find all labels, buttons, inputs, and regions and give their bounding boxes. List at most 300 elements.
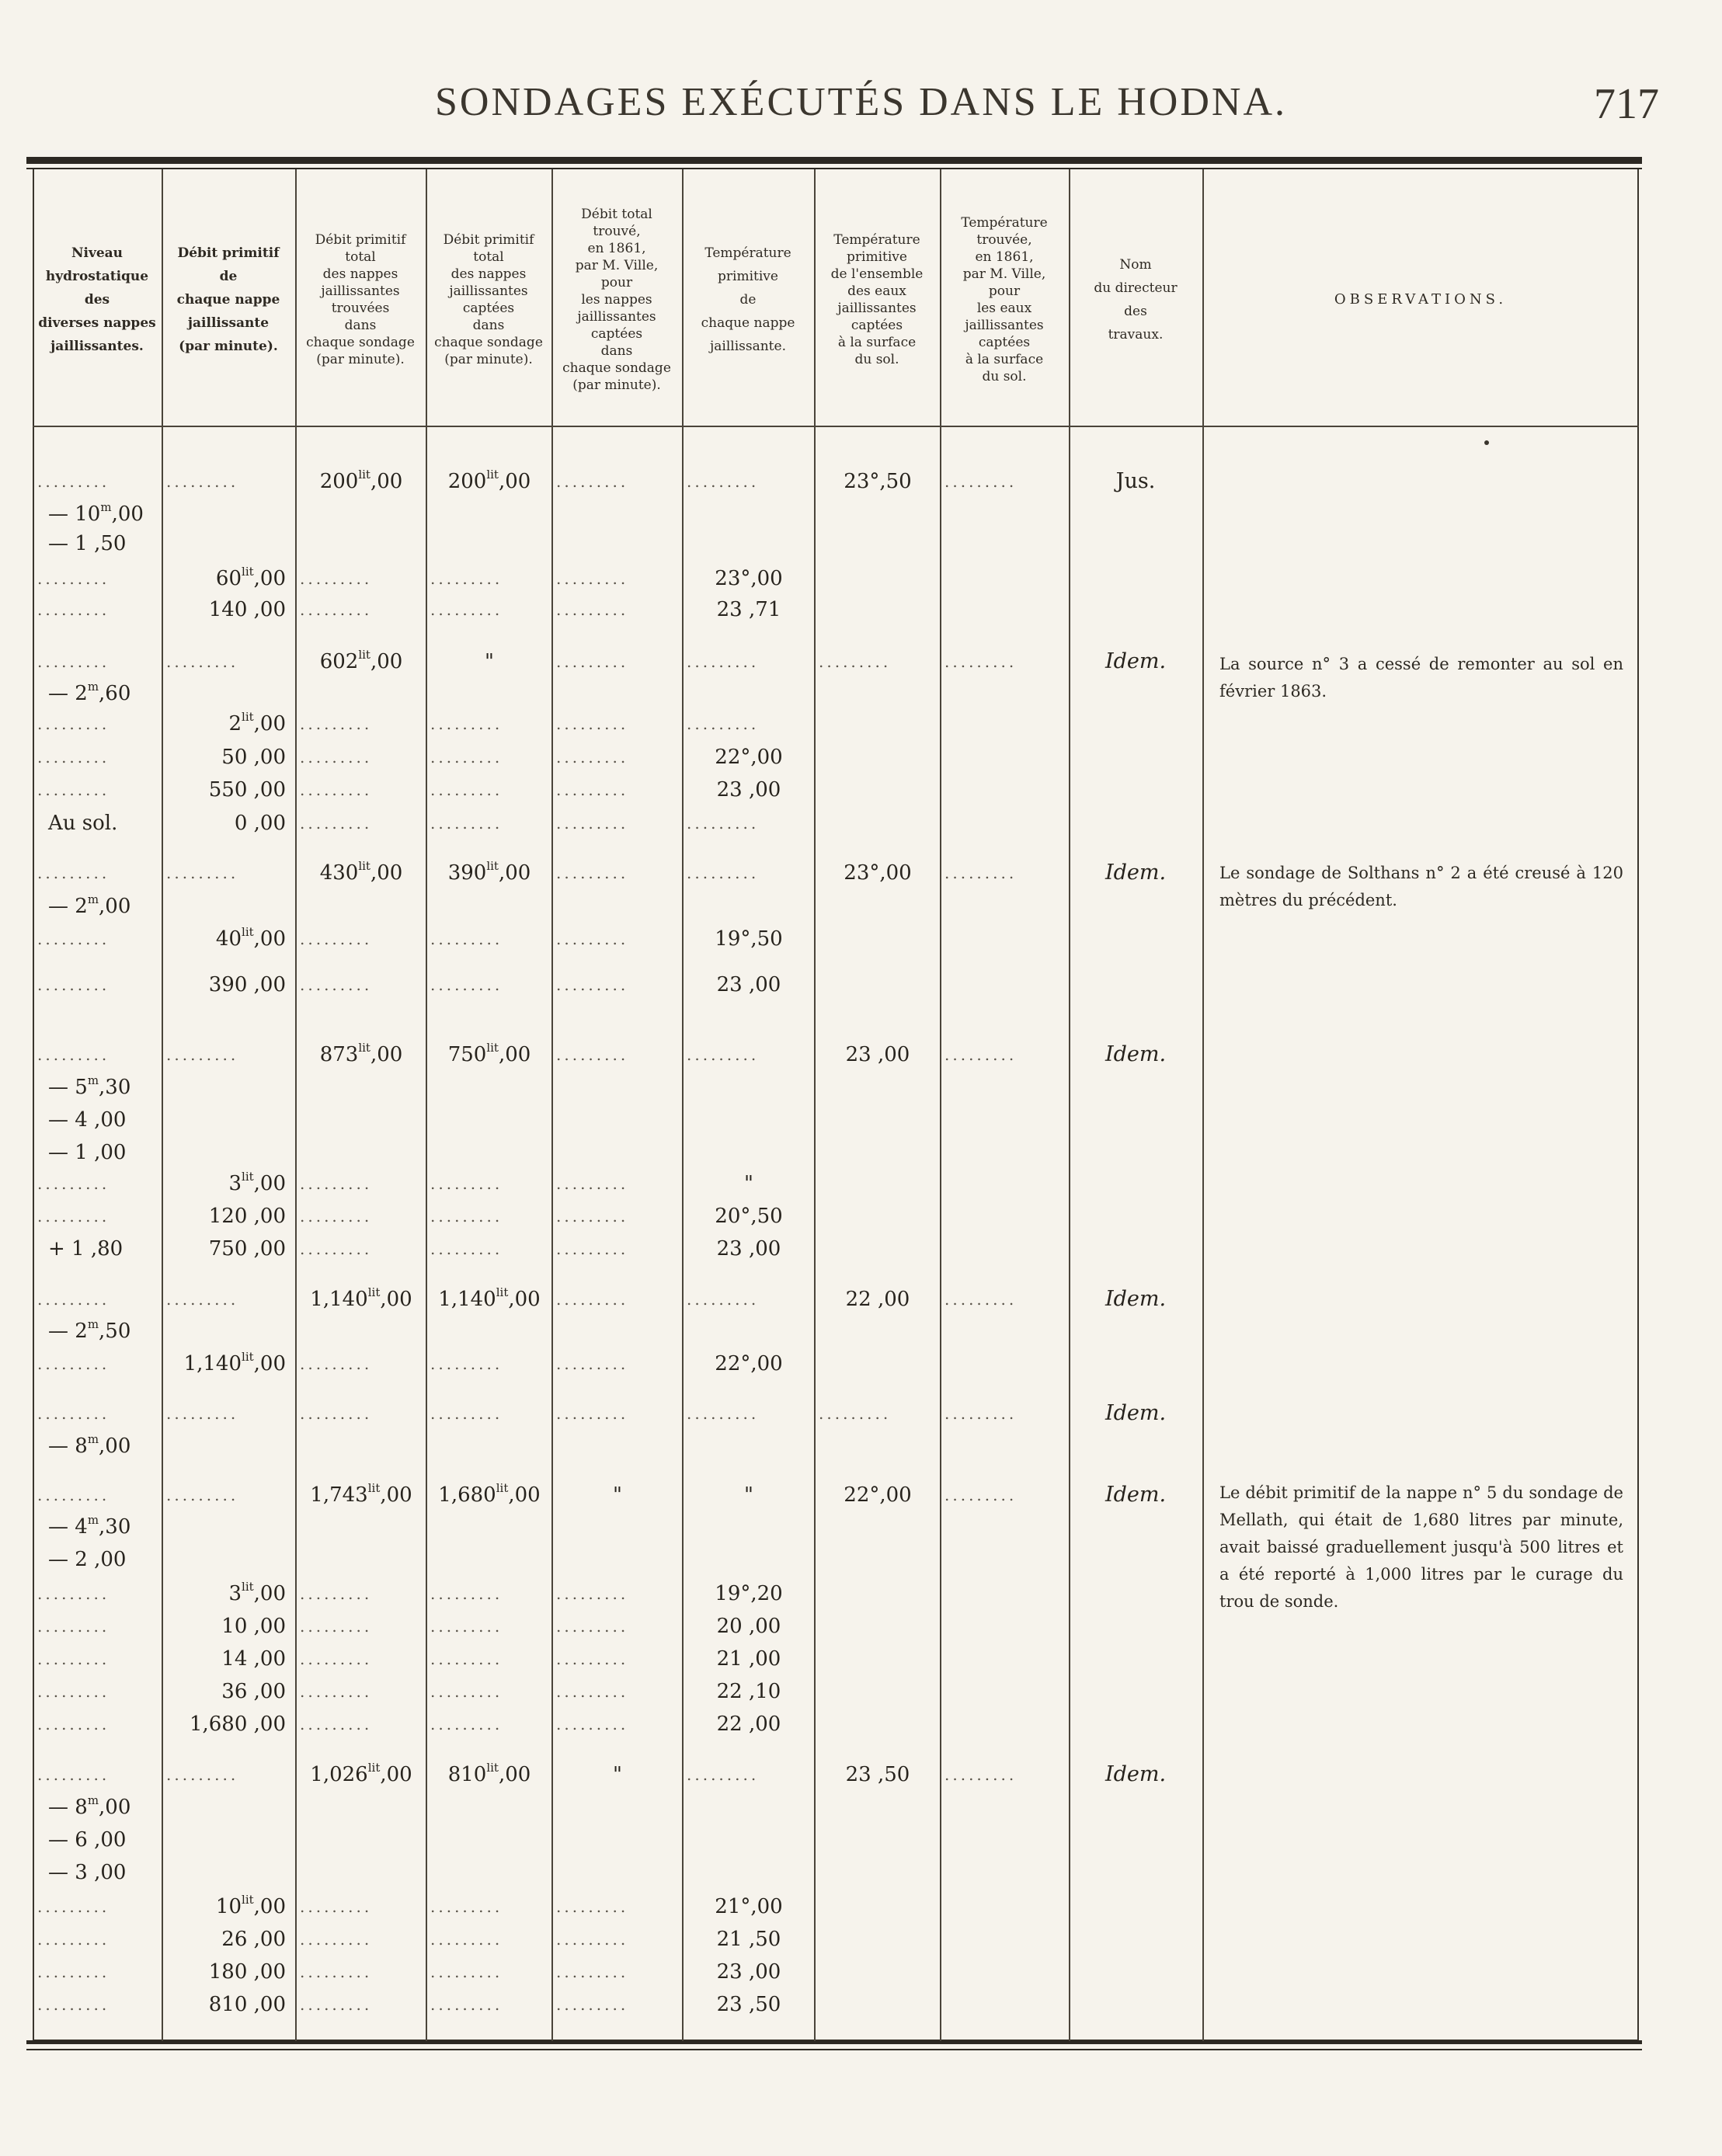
leader-dots: ......... [556,1715,629,1733]
table-cell [556,860,679,886]
table-cell [687,649,811,675]
cell-number: — 4 [48,1515,88,1539]
leader-dots: ......... [430,1354,503,1373]
leader-dots: ......... [430,930,503,948]
table-cell [819,1041,937,1068]
column-header-line: chaque sondage [562,360,671,376]
table-cell [430,649,548,675]
column-header-line: primitive [847,249,907,265]
table-cell [37,680,158,707]
unit-superscript: m [100,501,112,514]
column-header-line: dans [344,318,377,333]
leader-dots: ......... [430,715,503,733]
leader-dots: ......... [556,1354,629,1373]
leader-dots: ......... [37,748,110,767]
leader-dots: ......... [430,1995,503,2014]
column-header-line: de [739,292,757,308]
table-cell [37,501,158,527]
column-header-line: Débit total [581,207,652,222]
leader-dots: ......... [37,1897,110,1916]
table-cell [37,1514,158,1540]
cell-value [320,1041,403,1068]
table-cell [300,1351,423,1377]
table-cell [166,1926,292,1953]
leader-dots: ......... [819,652,892,671]
top-rule [26,157,1642,164]
cell-value [846,1041,910,1068]
unit-superscript: m [87,1074,99,1087]
column-header-7 [814,179,940,421]
cell-value [715,1203,782,1229]
leader-dots: ......... [687,1404,760,1423]
table-cell [37,1859,158,1886]
leader-dots: ......... [37,1174,110,1193]
leader-dots: ......... [37,1995,110,2014]
column-divider [295,169,297,2041]
cell-value [717,596,781,623]
table-cell [37,744,158,770]
table-cell [37,1107,158,1133]
leader-dots: ......... [556,748,629,767]
cell-number: 1,743 [310,1483,368,1507]
table-cell [430,1203,548,1229]
table-cell [37,1580,158,1607]
cell-value [221,1926,292,1953]
table-cell [300,1613,423,1640]
table-cell [37,777,158,803]
table-cell [687,860,811,886]
table-cell [37,596,158,623]
cell-value [37,810,123,836]
unit-superscript: lit [367,1761,381,1775]
cell-value [37,501,150,527]
leader-dots: ......... [430,1715,503,1733]
cell-value [715,1580,782,1607]
leader-dots: ......... [556,864,629,882]
cell-number: 873 [319,1043,359,1066]
cell-value [37,530,132,557]
cell-number: 22°,00 [715,746,783,769]
leader-dots: ......... [556,1897,629,1916]
cell-decimals: ,00 [380,1763,412,1786]
cell-number: 3 [228,1172,242,1195]
unit-superscript: lit [242,565,254,579]
leader-dots: ......... [944,864,1018,882]
table-cell [819,860,937,886]
leader-dots: ......... [556,781,629,799]
leader-dots: ......... [37,652,110,671]
table-cell [687,1400,811,1427]
cell-value [485,649,494,675]
cell-value [717,1926,781,1953]
column-header-line: captées [851,318,903,333]
table-cell [37,1678,158,1705]
leader-dots: ......... [37,1584,110,1603]
table-cell [556,468,679,495]
cell-number: — 4 ,00 [48,1108,127,1132]
table-cell [687,744,811,770]
cell-value [448,468,531,495]
cell-value [717,1646,781,1672]
table-cell [687,1580,811,1607]
table-cell [430,860,548,886]
cell-value [715,1893,782,1920]
leader-dots: ......... [687,715,760,733]
table-cell [300,972,423,998]
column-header-line: jaillissantes [837,301,917,316]
director-name: Jus. [1115,469,1156,493]
cell-number: 23 ,00 [716,1960,781,1984]
leader-dots: ......... [300,975,373,994]
table-cell [819,1761,937,1788]
cell-number: 10 [215,1895,242,1918]
leader-dots: ......... [430,1897,503,1916]
cell-number: — 2 [48,682,88,705]
leader-dots: ......... [300,1715,373,1733]
table-cell [556,1482,679,1508]
leader-dots: ......... [37,864,110,882]
column-header-9 [1069,179,1202,421]
table-cell [37,1959,158,1985]
cell-decimals: ,00 [253,1895,286,1918]
leader-dots: ......... [556,1963,629,1981]
cell-number: 22 ,00 [716,1713,781,1736]
table-cell [687,926,811,952]
table-cell [819,1482,937,1508]
leader-dots: ......... [37,975,110,994]
leader-dots: ......... [37,1765,110,1784]
leader-dots: ......... [687,652,760,671]
column-header-line: par M. Ville, [962,266,1046,282]
table-cell [166,810,292,836]
cell-value [717,1959,781,1985]
cell-decimals: ,00 [508,1288,541,1311]
table-cell [687,1646,811,1672]
cell-number: " [744,1172,753,1195]
table-cell [819,468,937,495]
table-cell [687,1041,811,1068]
leader-dots: ......... [556,652,629,671]
table-cell [430,711,548,737]
cell-number: 810 ,00 [208,1993,286,2016]
leader-dots: ......... [166,1045,239,1064]
table-cell [37,468,158,495]
cell-number: 750 ,00 [208,1237,286,1261]
table-cell [556,1711,679,1737]
cell-number: 1,140 [438,1288,496,1311]
column-header-line: (par minute). [179,339,278,354]
cell-value [744,1482,753,1508]
cell-decimals: ,30 [99,1076,131,1099]
leader-dots: ......... [37,1290,110,1309]
table-cell [556,744,679,770]
cell-value [717,1236,781,1262]
cell-number: 23 ,50 [716,1993,781,2016]
table-cell [430,1893,548,1920]
table-cell [556,1678,679,1705]
table-cell [166,1203,292,1229]
cell-value [717,972,781,998]
cell-value [209,1991,292,2018]
table-cell [430,1678,548,1705]
cell-number: 23 ,00 [845,1043,910,1066]
table-cell [944,1761,1066,1788]
leader-dots: ......... [556,1682,629,1701]
table-cell [300,777,423,803]
table-cell [166,711,292,737]
table-cell [37,1139,158,1166]
table-cell [300,1926,423,1953]
leader-dots: ......... [430,569,503,588]
cell-value [216,1893,292,1920]
unit-superscript: m [87,893,99,906]
column-header-line: Niveau [71,245,123,261]
column-header-line: Température [833,232,920,248]
leader-dots: ......... [944,1404,1018,1423]
cell-number: 2 [228,712,242,735]
leader-dots: ......... [556,975,629,994]
table-cell [166,1236,292,1262]
cell-number: 0 ,00 [234,812,286,835]
cell-value [209,1959,292,1985]
cell-number: — 3 ,00 [48,1861,127,1884]
cell-value [438,1482,540,1508]
unit-superscript: lit [367,1482,381,1495]
leader-dots: ......... [430,1682,503,1701]
table-cell [687,1170,811,1197]
unit-superscript: lit [496,1286,509,1299]
table-cell [556,1041,679,1068]
column-header-line: des eaux [847,283,906,299]
cell-value [448,1041,531,1068]
column-header-3 [295,179,426,421]
cell-value [228,711,292,737]
leader-dots: ......... [430,975,503,994]
leader-dots: ......... [430,1963,503,1981]
table-cell [430,1580,548,1607]
leader-dots: ......... [687,472,760,491]
cell-number: " [613,1483,622,1507]
cell-number: 14 ,00 [221,1647,286,1671]
leader-dots: ......... [687,814,760,833]
table-cell [166,926,292,952]
cell-decimals: ,00 [380,1483,412,1507]
cell-decimals: ,00 [498,1043,531,1066]
table-cell [166,1580,292,1607]
leader-dots: ......... [37,1404,110,1423]
table-cell [819,1400,937,1427]
cell-value [209,596,292,623]
table-cell [300,1711,423,1737]
table-cell [300,1170,423,1197]
cell-number: 120 ,00 [208,1205,286,1228]
cell-value [320,649,403,675]
cell-number: " [485,650,494,673]
table-cell [430,926,548,952]
leader-dots: ......... [300,1897,373,1916]
table-cell [944,468,1066,495]
leader-dots: ......... [944,1765,1018,1784]
unit-superscript: lit [242,1893,254,1907]
leader-dots: ......... [37,1045,110,1064]
table-cell [687,711,811,737]
table-cell [300,649,423,675]
column-header-line: OBSERVATIONS. [1334,291,1508,308]
table-cell [37,1893,158,1920]
page-title: SONDAGES EXÉCUTÉS DANS LE HODNA. [435,80,1287,124]
table-cell [556,1400,679,1427]
cell-number: — 2 ,00 [48,1548,127,1571]
cell-number: 1,680 ,00 [189,1713,286,1736]
table-cell [300,1580,423,1607]
table-cell [430,1041,548,1068]
leader-dots: ......... [556,930,629,948]
leader-dots: ......... [556,1290,629,1309]
column-header-line: captées [978,335,1031,350]
table-cell [300,744,423,770]
cell-value [846,1761,910,1788]
table-cell [944,1482,1066,1508]
column-header-line: des [1124,304,1147,319]
column-header-line: jaillissantes. [50,339,144,354]
column-header-line: dans [600,343,633,359]
bottom-rule [26,2040,1642,2044]
cell-value [37,1859,132,1886]
unit-superscript: lit [358,468,370,482]
cell-value [37,1827,132,1853]
table-cell [556,1893,679,1920]
cell-decimals: ,00 [370,650,403,673]
leader-dots: ......... [300,814,373,833]
table-cell [430,565,548,592]
cell-value [216,926,292,952]
table-cell [687,1286,811,1313]
leader-dots: ......... [300,1963,373,1981]
table-cell [300,1203,423,1229]
cell-decimals: ,00 [380,1288,412,1311]
cell-number: 1,140 [183,1352,242,1375]
table-cell [430,1613,548,1640]
cell-value [715,744,782,770]
cell-value [209,1203,292,1229]
cell-decimals: ,00 [370,470,403,493]
leader-dots: ......... [556,569,629,588]
table-cell [166,468,292,495]
unit-superscript: lit [486,1041,499,1055]
observation-note: La source n° 3 a cessé de remonter au sol en février 1863. [1219,655,1623,701]
table-cell [37,1433,158,1459]
column-header-line: jaillissantes [449,283,528,299]
table-cell [37,1400,158,1427]
table-cell [300,1041,423,1068]
table-cell [430,777,548,803]
column-header-line: pour [988,283,1021,299]
table-cell [687,1926,811,1953]
table-cell [166,1678,292,1705]
cell-number: 19°,50 [715,927,783,951]
cell-value [221,1613,292,1640]
column-header-line: (par minute). [444,352,533,367]
cell-value [448,1761,531,1788]
cell-number: 22 ,00 [845,1288,910,1311]
table-cell [430,1926,548,1953]
column-header-line: les nappes [581,292,652,308]
table-cell [687,1893,811,1920]
leader-dots: ......... [166,652,239,671]
cell-value [235,810,292,836]
cell-value [37,893,137,920]
column-header-line: Débit primitif [315,232,406,248]
table-cell [37,711,158,737]
leader-dots: ......... [687,1290,760,1309]
leader-dots: ......... [300,600,373,619]
table-cell [37,1351,158,1377]
table-cell [430,1482,548,1508]
cell-number: 140 ,00 [208,598,286,621]
cell-number: 26 ,00 [221,1928,286,1951]
leader-dots: ......... [300,569,373,588]
director-name: Idem. [1105,649,1167,673]
cell-value [221,744,292,770]
table-cell [166,1482,292,1508]
table-cell [300,468,423,495]
unit-superscript: m [87,680,99,694]
cell-value [228,1580,292,1607]
table-cell [556,1761,679,1788]
leader-dots: ......... [300,1354,373,1373]
leader-dots: ......... [556,814,629,833]
table-cell [556,1613,679,1640]
cell-value [717,1991,781,2018]
table-cell [556,596,679,623]
cell-number: 22°,00 [715,1352,783,1375]
cell-decimals: ,00 [370,861,403,885]
unit-superscript: lit [242,1170,254,1184]
unit-superscript: m [87,1318,99,1331]
cell-value [717,1711,781,1737]
table-cell [687,810,811,836]
column-header-line: Température [704,245,791,261]
cell-value [216,565,292,592]
column-header-line: Nom [1119,257,1152,273]
cell-number: 602 [319,650,359,673]
cell-decimals: ,00 [253,927,286,951]
leader-dots: ......... [300,1240,373,1258]
cell-number: 23°,50 [844,470,912,493]
cell-value [448,860,531,886]
table-cell [556,565,679,592]
leader-dots: ......... [37,1650,110,1668]
cell-value [844,860,911,886]
table-cell [687,1711,811,1737]
cell-value [744,1170,753,1197]
leader-dots: ......... [556,472,629,491]
cell-decimals: ,00 [253,1582,286,1605]
leader-dots: ......... [300,1930,373,1949]
table-cell [166,1351,292,1377]
cell-value [310,1286,412,1313]
leader-dots: ......... [556,1930,629,1949]
cell-number: 21°,00 [715,1895,783,1918]
table-cell [166,972,292,998]
table-cell [300,1400,423,1427]
table-cell [819,649,937,675]
unit-superscript: m [87,1433,99,1446]
table-cell [37,1546,158,1573]
table-cell [37,530,158,557]
column-divider [1202,169,1204,2041]
header-divider [33,426,1639,427]
